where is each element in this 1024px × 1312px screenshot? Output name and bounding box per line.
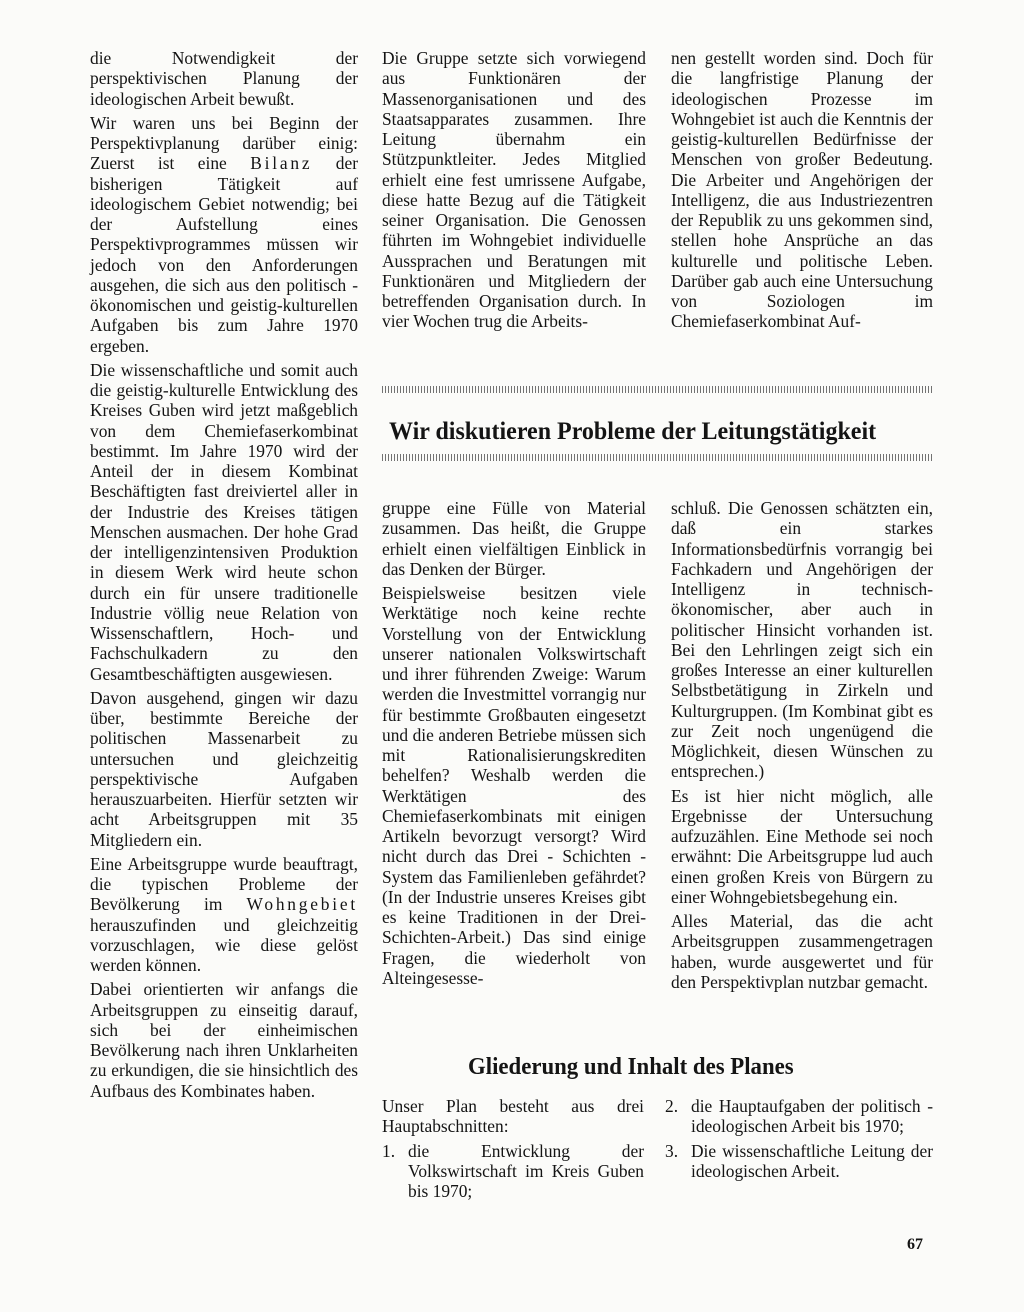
paragraph: Die wissenschaftliche und somit auch die geistig-kulturelle Entwicklung des Kreises Guben wird jetzt maßgeblich von dem Chemiefaserkombinat bestimmt. Im Jahre 1970 wird der Anteil der in diesem Kombinat Beschäftigten fast dreiviertel aller in der Industrie des Kreises tätigen Menschen ausmachen. Der hohe Grad der intelligenzintensiven Produktion in diesem Werk wird heute schon durch ein für unsere traditionelle Industrie völlig neue Relation von Wissenschaftlern, Hoch- und Fachschulkadern zu den Gesamtbeschäftigten ausgewiesen.	[90, 359, 358, 684]
paragraph: Eine Arbeitsgruppe wurde beauftragt, die typischen Probleme der Bevölkerung im Wohngebiet herauszufinden und gleichzeitig vorzuschlagen, wie diese gelöst werden können.	[90, 853, 358, 975]
paragraph: gruppe eine Fülle von Material zusammen. Das heißt, die Gruppe erhielt einen vielfältigen Einblick in das Denken der Bürger.	[382, 498, 646, 579]
paragraph: nen gestellt worden sind. Doch für die langfristige Planung der ideologischen Prozesse im Wohngebiet ist auch die Kenntnis der geistig-kulturellen Bedürfnisse der Menschen von großer Bedeutung. Die Arbeiter und Angehörigen der Intelligenz, die aus Industriezentren der Republik zu uns gekommen sind, stellen hohe Ansprüche an das kulturelle und politische Leben. Darüber gab auch eine Untersuchung von Soziologen im Chemiefaserkombinat Auf-	[671, 48, 933, 332]
list-item	[382, 1141, 644, 1202]
spaced-emphasis: Bilanz	[250, 153, 313, 174]
spaced-emphasis: Wohngebiet	[246, 894, 358, 915]
paragraph: Alles Material, das die acht Arbeitsgruppen zusammengetragen haben, wurde ausgewertet und für den Perspektivplan nutzbar gemacht.	[671, 911, 933, 992]
list-item	[665, 1096, 933, 1137]
plan-list-right	[665, 1096, 933, 1185]
plan-list-left	[382, 1096, 644, 1205]
paragraph: Davon ausgehend, gingen wir dazu über, bestimmte Bereiche der politischen Massenarbeit zu untersuchen und gleichzeitig perspektivische Aufgaben herauszuarbeiten. Hierfür setzten wir acht Arbeitsgruppen mit 35 Mitgliedern ein.	[90, 687, 358, 850]
section-heading-gliederung: Gliederung und Inhalt des Planes	[468, 1054, 794, 1080]
paragraph: Dabei orientierten wir anfangs die Arbeitsgruppen zu einseitig darauf, sich bei der einheimischen Bevölkerung nach ihren Unklarheiten zu erkundigen, die sie hinsichtlich des Aufbaus des Kombinates haben.	[90, 979, 358, 1101]
list-text: Die wissenschaftliche Leitung der ideologischen Arbeit.	[691, 1140, 933, 1181]
paragraph: schluß. Die Genossen schätzten ein, daß ein starkes Informationsbedürfnis vorrangig bei Fachkadern und Angehörigen der Intelligenz in technisch-ökonomischer, aber auch in politischer Hinsicht vorhanden ist. Bei den Lehrlingen zeigt sich ein großes Interesse an einer kulturellen Selbstbetätigung in Zirkeln und Kulturgruppen. (Im Kombinat gibt es zur Zeit noch ungenügend die Möglichkeit, diesen Wünschen zu entsprechen.)	[671, 498, 933, 782]
column-1	[90, 48, 358, 1101]
page-number: 67	[907, 1236, 923, 1253]
list-text: die Hauptaufgaben der politisch - ideologischen Arbeit bis 1970;	[691, 1096, 933, 1137]
list-item	[665, 1141, 933, 1182]
column-3	[671, 48, 933, 332]
paragraph: Die Gruppe setzte sich vorwiegend aus Funktionären der Massenorganisationen und des Staatsapparates zusammen. Ihre Leitung übernahm ein Stützpunktleiter. Jedes Mitglied erhielt eine fest umrissene Aufgabe, diese hatte Bezug auf die Tätigkeit seiner Organisation. Die Genossen führten im Wohngebiet individuelle Aussprachen und Beratungen mit Funktionären und Mitgliedern der betreffenden Organisation durch. In vier Wochen trug die Arbeits-	[382, 48, 646, 332]
hatched-divider-bottom	[382, 454, 934, 461]
paragraph: Beispielsweise besitzen viele Werktätige noch keine rechte Vorstellung von der Entwicklung unserer nationalen Volkswirtschaft und ihrer führenden Zweige: Warum werden die Investmittel vorrangig nur für bestimmte Großbauten eingesetzt und die anderen Betriebe müssen sich mit Rationalisierungskrediten behelfen? Weshalb werden die Werktätigen des Chemiefaserkombinats mit einigen Artikeln bevorzugt versorgt? Wird nicht durch das Drei - Schichten - System das Familienleben gefährdet? (In der Industrie unseres Kreises gibt es keine Traditionen in der Drei-Schichten-Arbeit.) Das sind einige Fragen, die wiederholt von Alteingesesse-	[382, 583, 646, 988]
list-text: die Entwicklung der Volkswirtschaft im Kreis Guben bis 1970;	[408, 1140, 644, 1201]
section-heading-leitungstaetigkeit: Wir diskutieren Probleme der Leitungstätigkeit	[389, 418, 877, 445]
paragraph: Es ist hier nicht möglich, alle Ergebnisse der Untersuchung aufzuzählen. Eine Methode sei noch erwähnt: Die Arbeitsgruppe lud auch einen großen Kreis von Bürgern zu einer Wohngebietsbegehung ein.	[671, 785, 933, 907]
list-number: 3.	[665, 1140, 679, 1161]
paragraph: Wir waren uns bei Beginn der Perspektivplanung darüber einig: Zuerst ist eine Bilanz der bisherigen Tätigkeit auf ideologischem Gebiet notwendig; bei der Aufstellung eines Perspektivprogrammes müssen wir jedoch von den Anforderungen ausgehen, die sich aus den politisch - ökonomischen und geistig-kulturellen Aufgaben bis zum Jahre 1970 ergeben.	[90, 112, 358, 356]
list-number: 1.	[382, 1140, 396, 1161]
list-intro: Unser Plan besteht aus drei Hauptabschnitten:	[382, 1096, 644, 1137]
paragraph: die Notwendigkeit der perspektivischen Planung der ideologischen Arbeit bewußt.	[90, 48, 358, 109]
column-5	[671, 498, 933, 992]
hatched-divider-top	[382, 386, 934, 393]
column-2	[382, 48, 646, 332]
list-number: 2.	[665, 1096, 679, 1116]
column-4	[382, 498, 646, 988]
